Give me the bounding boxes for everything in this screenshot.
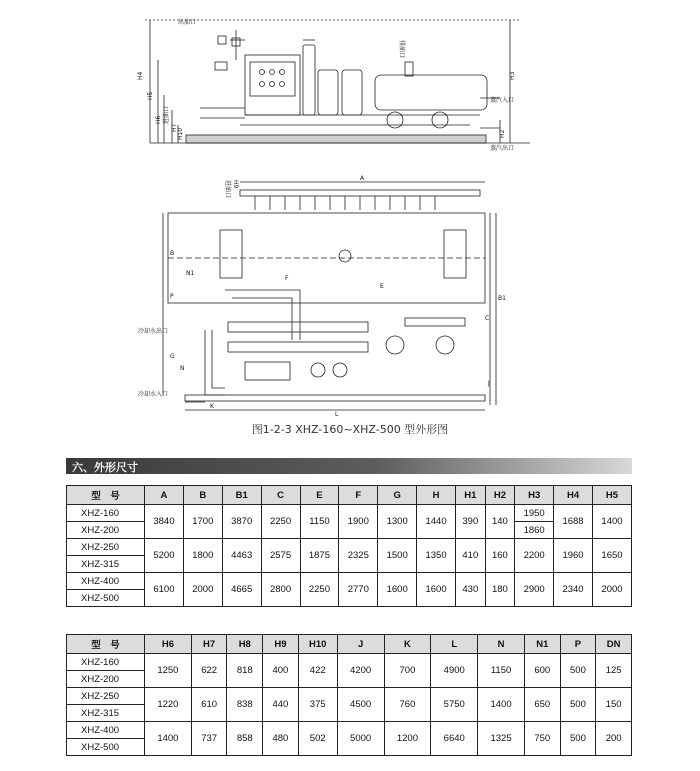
value-cell: 480: [263, 722, 299, 756]
value-cell: 1200: [384, 722, 431, 756]
value-cell: 650: [524, 688, 560, 722]
value-cell: 1900: [339, 505, 378, 539]
value-cell: 2200: [515, 539, 554, 573]
col-header: F: [339, 486, 378, 505]
value-cell: 5000: [337, 722, 384, 756]
value-cell: 1500: [378, 539, 417, 573]
value-cell: 2250: [300, 573, 339, 607]
figure-caption: 图1-2-3 XHZ-160~XHZ-500 型外形图: [251, 423, 449, 436]
value-cell: 2575: [261, 539, 300, 573]
col-header: N1: [524, 635, 560, 654]
value-cell: 2000: [183, 573, 222, 607]
model-cell: XHZ-500: [67, 739, 145, 756]
label-inlet-port: 进油口: [163, 105, 170, 124]
value-cell: 750: [524, 722, 560, 756]
col-header: A: [145, 486, 184, 505]
value-cell: 1300: [378, 505, 417, 539]
model-cell: XHZ-160: [67, 505, 145, 522]
table-row: [67, 722, 632, 739]
value-cell: 622: [191, 654, 227, 688]
label-cooling-out: 冷却水出口: [138, 328, 169, 335]
value-cell: 3870: [222, 505, 261, 539]
col-header: C: [261, 486, 300, 505]
value-cell: 2000: [592, 573, 631, 607]
value-cell: 410: [456, 539, 486, 573]
side-elevation-view: [145, 20, 530, 143]
col-header: DN: [596, 635, 632, 654]
value-cell: 200: [596, 722, 632, 756]
model-cell: XHZ-160: [67, 654, 145, 671]
label-dim-g: G: [170, 353, 175, 360]
plan-view-labels: [138, 175, 506, 418]
label-h5: H5: [147, 91, 154, 100]
table-row: [67, 539, 632, 556]
col-header: L: [431, 635, 478, 654]
col-header: P: [560, 635, 596, 654]
table-row: [67, 688, 632, 705]
col-header: H2: [485, 486, 515, 505]
value-cell: 1860: [515, 522, 554, 539]
col-header: B1: [222, 486, 261, 505]
value-cell: 1960: [554, 539, 593, 573]
value-cell: 390: [456, 505, 486, 539]
value-cell: 3840: [145, 505, 184, 539]
model-cell: XHZ-315: [67, 705, 145, 722]
col-header: H1: [456, 486, 486, 505]
value-cell: 150: [596, 688, 632, 722]
value-cell: 2340: [554, 573, 593, 607]
value-cell: 4900: [431, 654, 478, 688]
value-cell: 737: [191, 722, 227, 756]
col-header: B: [183, 486, 222, 505]
label-steam-inlet: 蒸汽入口: [490, 97, 515, 104]
col-header: H7: [191, 635, 227, 654]
table-header-row: [67, 635, 632, 654]
value-cell: 4500: [337, 688, 384, 722]
col-header: K: [384, 635, 431, 654]
section-header: [66, 458, 632, 474]
value-cell: 430: [456, 573, 486, 607]
value-cell: 422: [298, 654, 337, 688]
value-cell: 1950: [515, 505, 554, 522]
value-cell: 2770: [339, 573, 378, 607]
label-h7: H7: [171, 123, 178, 132]
value-cell: 1220: [145, 688, 192, 722]
value-cell: 500: [560, 722, 596, 756]
label-dim-n: N: [180, 365, 185, 372]
label-h6: H6: [155, 115, 162, 124]
value-cell: 1700: [183, 505, 222, 539]
value-cell: 1800: [183, 539, 222, 573]
model-cell: XHZ-250: [67, 539, 145, 556]
label-dim-l: L: [335, 411, 339, 418]
value-cell: 500: [560, 654, 596, 688]
value-cell: 2250: [261, 505, 300, 539]
col-header: H4: [554, 486, 593, 505]
label-h2: H2: [499, 129, 506, 138]
table-header-row: [67, 486, 632, 505]
value-cell: 1400: [145, 722, 192, 756]
label-dim-f: F: [285, 275, 289, 282]
label-oil-outlet: 出油口: [178, 19, 197, 26]
section-title: 六、外形尺寸: [72, 461, 138, 474]
label-dim-h9: H9: [232, 180, 239, 189]
table-row: [67, 505, 632, 522]
value-cell: 180: [485, 573, 515, 607]
value-cell: 1350: [417, 539, 456, 573]
col-header: H6: [145, 635, 192, 654]
value-cell: 2900: [515, 573, 554, 607]
value-cell: 600: [524, 654, 560, 688]
value-cell: 858: [227, 722, 263, 756]
label-dim-c: C: [485, 315, 490, 322]
col-header: 型 号: [67, 635, 145, 654]
value-cell: 610: [191, 688, 227, 722]
value-cell: 5200: [145, 539, 184, 573]
value-cell: 1688: [554, 505, 593, 539]
value-cell: 1250: [145, 654, 192, 688]
col-header: H8: [227, 635, 263, 654]
value-cell: 4665: [222, 573, 261, 607]
value-cell: 1150: [300, 505, 339, 539]
value-cell: 700: [384, 654, 431, 688]
col-header: H10: [298, 635, 337, 654]
value-cell: 400: [263, 654, 299, 688]
table-row: [67, 573, 632, 590]
value-cell: 1400: [592, 505, 631, 539]
label-h3: H3: [509, 71, 516, 80]
model-cell: XHZ-200: [67, 671, 145, 688]
model-cell: XHZ-400: [67, 722, 145, 739]
label-dim-e: E: [380, 283, 384, 290]
label-dim-p: P: [170, 293, 174, 300]
col-header: H3: [515, 486, 554, 505]
value-cell: 2325: [339, 539, 378, 573]
value-cell: 838: [227, 688, 263, 722]
value-cell: 1875: [300, 539, 339, 573]
label-dim-n1: N1: [186, 270, 195, 277]
col-header: 型 号: [67, 486, 145, 505]
dimensions-table-2: [66, 634, 632, 756]
value-cell: 140: [485, 505, 515, 539]
value-cell: 760: [384, 688, 431, 722]
plan-view: [163, 182, 496, 410]
model-cell: XHZ-500: [67, 590, 145, 607]
label-dim-b1: B1: [498, 295, 506, 302]
label-exhaust-port: 排油口: [398, 40, 405, 59]
col-header: N: [478, 635, 525, 654]
value-cell: 1600: [378, 573, 417, 607]
model-cell: XHZ-400: [67, 573, 145, 590]
value-cell: 4200: [337, 654, 384, 688]
value-cell: 1440: [417, 505, 456, 539]
label-steam-outlet: 蒸汽出口: [490, 145, 515, 152]
model-cell: XHZ-200: [67, 522, 145, 539]
value-cell: 500: [560, 688, 596, 722]
value-cell: 818: [227, 654, 263, 688]
col-header: G: [378, 486, 417, 505]
dimensions-table-1: [66, 485, 632, 607]
col-header: H9: [263, 635, 299, 654]
value-cell: 1650: [592, 539, 631, 573]
label-dim-k: K: [210, 403, 214, 410]
label-h4: H4: [137, 71, 144, 80]
col-header: J: [337, 635, 384, 654]
label-cooling-in: 冷却水入口: [138, 391, 169, 398]
value-cell: 5750: [431, 688, 478, 722]
label-dim-a: A: [360, 175, 365, 182]
col-header: H5: [592, 486, 631, 505]
value-cell: 1400: [478, 688, 525, 722]
model-cell: XHZ-250: [67, 688, 145, 705]
col-header: E: [300, 486, 339, 505]
value-cell: 1325: [478, 722, 525, 756]
value-cell: 375: [298, 688, 337, 722]
side-view-labels: [137, 18, 516, 152]
model-cell: XHZ-315: [67, 556, 145, 573]
label-dim-j: J: [488, 380, 490, 387]
label-h10: H10: [177, 127, 184, 140]
value-cell: 502: [298, 722, 337, 756]
value-cell: 4463: [222, 539, 261, 573]
label-dim-b: B: [170, 250, 175, 257]
value-cell: 160: [485, 539, 515, 573]
value-cell: 1150: [478, 654, 525, 688]
value-cell: 6100: [145, 573, 184, 607]
value-cell: 440: [263, 688, 299, 722]
value-cell: 6640: [431, 722, 478, 756]
value-cell: 125: [596, 654, 632, 688]
value-cell: 2800: [261, 573, 300, 607]
table-row: [67, 654, 632, 671]
col-header: H: [417, 486, 456, 505]
value-cell: 1600: [417, 573, 456, 607]
label-plan-inlet-port: 进油口: [224, 180, 231, 199]
